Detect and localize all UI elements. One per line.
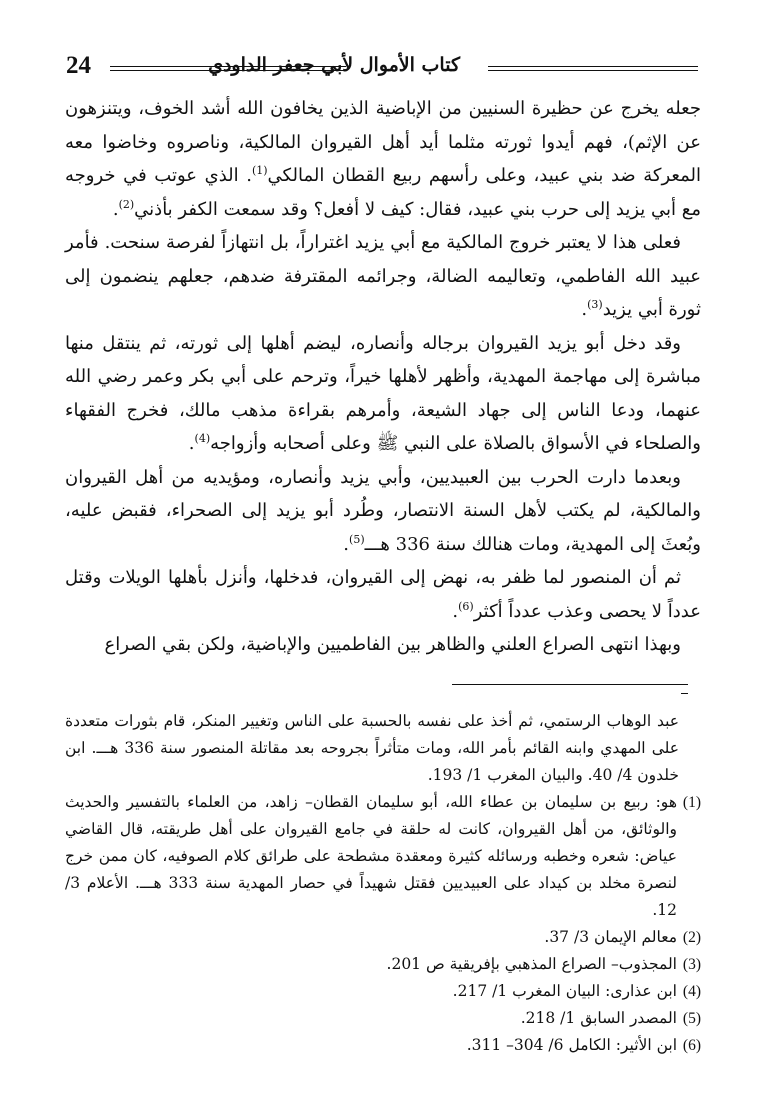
footnote-ref-5: (5)	[349, 532, 365, 546]
footnote-number: (5)	[682, 1010, 701, 1027]
paragraph-1-text-c: .	[112, 198, 119, 220]
footnote-text: المجذوب– الصراع المذهبي بإفريقية ص 201.	[386, 955, 677, 973]
paragraph-2	[65, 226, 701, 327]
footnote-continuation: عبد الوهاب الرستمي، ثم أخذ على نفسه بالحسبة على الناس وتغيير المنكر، قام بثورات متعددة على المهدي وابنه القائم بأمر الله، ومات متأثراً بجروحه بعد مقاتلة المنصور سنة 336 هـــ. ابن خلدون 4/ 40. والبيان المغرب 1/ 193.	[65, 712, 679, 784]
paragraph-4-text-a: وبعدما دارت الحرب بين العبيديين، وأبي يزيد وأنصاره، ومؤيديه من أهل القيروان والمالكية، لم يكتب لأهل السنة الانتصار، وطُرد أبو يزيد إلى الصحراء، فقبض عليه، وبُعثَ إلى المهدية، ومات هنالك سنة 336 هـــ	[65, 466, 701, 555]
footnotes	[65, 708, 701, 1059]
footnote-3	[65, 951, 701, 978]
running-header	[66, 52, 698, 88]
paragraph-3-text-a: وقد دخل أبو يزيد القيروان برجاله وأنصاره، ليضم أهلها إلى ثورته، ثم ينتقل منها مباشرة إلى مهاجمة المهدية، وأظهر لأهلها خيراً، وترحم على أبي بكر وعمر رضي الله عنهما، ودعا الناس إلى جهاد الشيعة، وأمرهم بقراءة مذهب مالك، فخرج الفقهاء والصلحاء في الأسواق بالصلاة على النبي ﷺ وعلى أصحابه وأزواجه	[65, 332, 701, 454]
paragraph-6: وبهذا انتهى الصراع العلني والظاهر بين الفاطميين والإباضية، ولكن بقي الصراع	[104, 634, 681, 655]
main-text	[65, 92, 701, 662]
paragraph-4-text-b: .	[343, 533, 350, 555]
footnote-number: (6)	[682, 1037, 701, 1054]
footnote-separator-dash	[681, 693, 688, 694]
paragraph-2-text-b: .	[581, 299, 588, 320]
paragraph-3-text-b: .	[188, 433, 195, 454]
footnote-number: (2)	[682, 929, 701, 946]
paragraph-4	[65, 461, 701, 562]
footnote-6	[65, 1032, 701, 1059]
footnote-ref-3: (3)	[587, 298, 603, 311]
footnote-text: ابن عذارى: البيان المغرب 1/ 217.	[452, 982, 677, 1000]
paragraph-5-text-b: .	[452, 600, 459, 622]
paragraph-2-text-a: فعلى هذا لا يعتبر خروج المالكية مع أبي يزيد اغتراراً، بل انتهازاً لفرصة سنحت. فأمر عبيد الله الفاطمي، وتعاليمه الضالة، وجرائمه المقترفة ضدهم، جعلهم ينضمون إلى ثورة أبي يزيد	[65, 232, 701, 320]
header-rule-right	[488, 66, 698, 71]
footnote-2	[65, 924, 701, 951]
page-number: 24	[66, 52, 91, 79]
footnote-text: هو: ربيع بن سليمان بن عطاء الله، أبو سليمان القطان– زاهد، من العلماء بالتفسير والحديث والوثائق، من أهل القيروان، كانت له حلقة في جامع القيروان على أهل طريقته، قال القاضي عياض: شعره وخطبه ورسائله كثيرة ومعقدة مشطحة على طرائق كلام الصوفيه، كان ممن خرج لنصرة مخلد بن كيداد على العبيديين فقتل شهيداً في حصار المهدية سنة 333 هـــ. الأعلام 3/ 12.	[65, 793, 677, 919]
footnote-separator	[452, 684, 688, 685]
footnote-ref-6: (6)	[458, 599, 474, 613]
footnote-5	[65, 1005, 701, 1032]
paragraph-1-text-b: . الذي عوتب في خروجه مع أبي يزيد إلى حرب بني عبيد، فقال: كيف لا أفعل؟ وقد سمعت الكفر بأذني	[65, 165, 701, 220]
paragraph-3	[65, 327, 701, 461]
paragraph-5-text-a: ثم أن المنصور لما ظفر به، نهض إلى القيروان، فدخلها، وأنزل بأهلها الويلات وقتل عدداً لا يحصى وعذب عدداً أكثر	[65, 567, 701, 622]
footnote-number: (4)	[682, 983, 701, 1000]
footnote-ref-2: (2)	[118, 197, 135, 211]
paragraph-5	[65, 561, 701, 628]
footnote-number: (1)	[682, 794, 701, 811]
footnote-text: المصدر السابق 1/ 218.	[520, 1009, 677, 1027]
footnote-4	[65, 978, 701, 1005]
footnote-text: ابن الأثير: الكامل 6/ 304– 311.	[466, 1036, 677, 1054]
footnote-number: (3)	[682, 956, 701, 973]
running-title: كتاب الأموال لأبي جعفر الداودي	[208, 54, 460, 76]
footnote-ref-1: (1)	[251, 164, 268, 177]
paragraph-1	[65, 92, 701, 226]
footnote-ref-4: (4)	[194, 432, 211, 445]
footnote-text: معالم الإيمان 3/ 37.	[544, 928, 677, 946]
paragraph-1-text-a: جعله يخرج عن حظيرة السنيين من الإباضية الذين يخافون الله أشد الخوف، ويتنزهون عن الإثم)، فهم أيدوا ثورته مثلما أيد أهل القيروان المالكية، وناصروه وخاضوا معه المعركة ضد بني عبيد، وعلى رأسهم ربيع القطان المالكي	[65, 98, 702, 186]
footnote-1	[65, 789, 701, 924]
